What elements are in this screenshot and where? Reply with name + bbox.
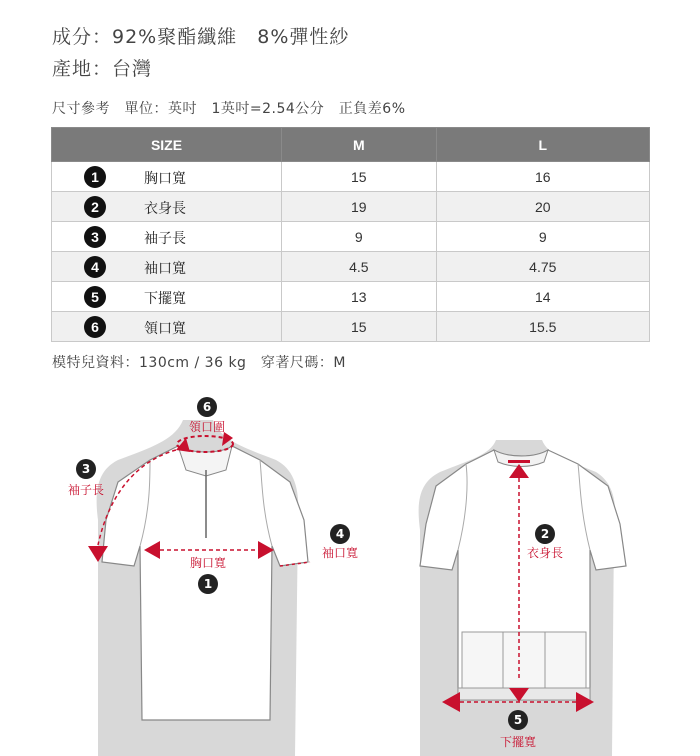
collar-label: 領口圍 bbox=[188, 420, 226, 434]
row-number-badge: 6 bbox=[84, 316, 106, 338]
header-size: SIZE bbox=[52, 128, 282, 162]
chest-number: 1 bbox=[203, 577, 213, 591]
cell-l: 9 bbox=[436, 222, 649, 252]
cell-l: 16 bbox=[436, 162, 649, 192]
header-m: M bbox=[282, 128, 437, 162]
table-row bbox=[52, 162, 650, 192]
row-number-badge: 4 bbox=[84, 256, 106, 278]
cuff-number: 4 bbox=[335, 527, 345, 541]
measurement-diagram bbox=[0, 380, 700, 756]
header-l: L bbox=[436, 128, 649, 162]
cell-m: 9 bbox=[282, 222, 437, 252]
length-label: 衣身長 bbox=[526, 546, 564, 560]
origin-info: 產地：台灣 bbox=[52, 58, 153, 80]
row-label: 袖口寬 bbox=[144, 261, 186, 277]
row-number-badge: 1 bbox=[84, 166, 106, 188]
unit-note: 尺寸參考 單位：英吋 1英吋=2.54公分 正負差6% bbox=[52, 101, 406, 117]
collar-number: 6 bbox=[202, 400, 212, 414]
row-label: 領口寬 bbox=[144, 321, 186, 337]
sleeve-number: 3 bbox=[81, 462, 91, 476]
cell-l: 4.75 bbox=[436, 252, 649, 282]
table-row bbox=[52, 192, 650, 222]
size-table bbox=[51, 127, 650, 342]
cell-m: 19 bbox=[282, 192, 437, 222]
table-row bbox=[52, 222, 650, 252]
cuff-label: 袖口寬 bbox=[321, 546, 359, 560]
cell-l: 15.5 bbox=[436, 312, 649, 342]
row-number-badge: 5 bbox=[84, 286, 106, 308]
row-label: 袖子長 bbox=[144, 231, 186, 247]
sleeve-label: 袖子長 bbox=[67, 483, 105, 497]
table-row bbox=[52, 252, 650, 282]
material-info: 成分：92%聚酯纖維 8%彈性紗 bbox=[52, 26, 350, 48]
table-row bbox=[52, 282, 650, 312]
model-note: 模特兒資料：130cm / 36 kg 穿著尺碼：M bbox=[52, 355, 347, 371]
table-row bbox=[52, 312, 650, 342]
cell-m: 13 bbox=[282, 282, 437, 312]
chest-label: 胸口寬 bbox=[189, 556, 227, 570]
cell-m: 15 bbox=[282, 312, 437, 342]
row-label: 胸口寬 bbox=[144, 171, 186, 187]
cell-l: 14 bbox=[436, 282, 649, 312]
length-number: 2 bbox=[540, 527, 550, 541]
row-label: 衣身長 bbox=[144, 201, 186, 217]
hem-label: 下擺寬 bbox=[499, 735, 537, 749]
row-number-badge: 2 bbox=[84, 196, 106, 218]
cell-m: 15 bbox=[282, 162, 437, 192]
hem-number: 5 bbox=[513, 713, 523, 727]
table-header-row bbox=[52, 128, 650, 162]
row-label: 下擺寬 bbox=[144, 291, 186, 307]
cell-m: 4.5 bbox=[282, 252, 437, 282]
row-number-badge: 3 bbox=[84, 226, 106, 248]
cell-l: 20 bbox=[436, 192, 649, 222]
